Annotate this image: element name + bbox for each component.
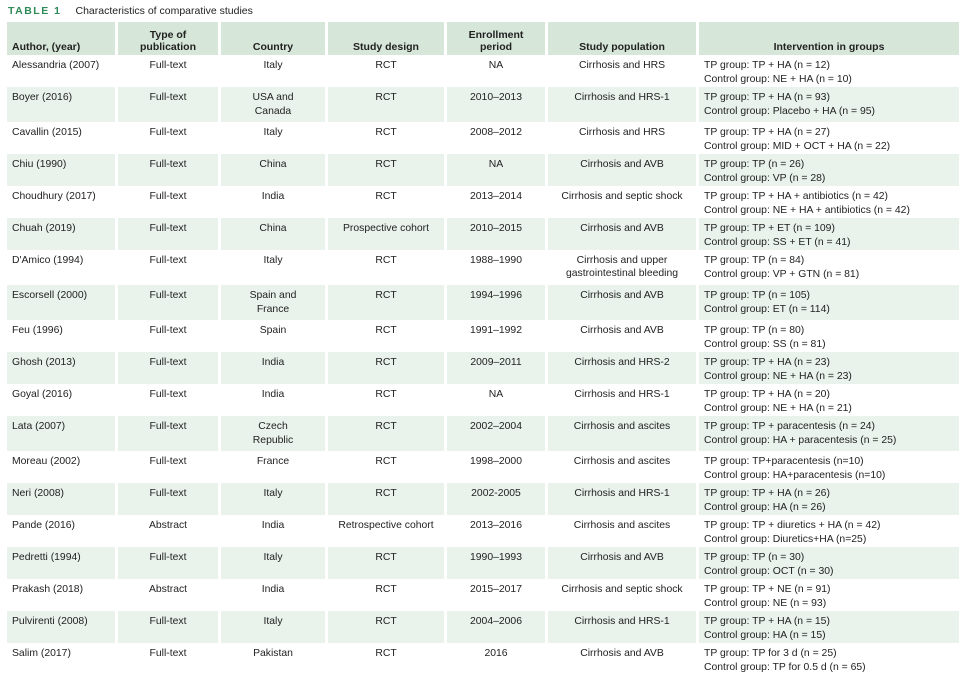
cell-author: Feu (1996) (12, 325, 63, 336)
cell-design: RCT (375, 648, 397, 659)
cell-design: Retrospective cohort (338, 520, 434, 531)
cell-period: 1991–1992 (469, 325, 522, 336)
cell-period: 2013–2016 (469, 520, 522, 531)
cell-type: Full-text (118, 154, 218, 186)
control-group-text: Control group: VP (n = 28) (704, 173, 826, 184)
cell-period: 2013–2014 (469, 191, 522, 202)
cell-type: Full-text (118, 483, 218, 515)
cell-population: Cirrhosis and HRS-1 (574, 389, 670, 400)
control-group-text: Control group: HA (n = 15) (704, 630, 826, 641)
tp-group-text: TP group: TP + NE (n = 91) (704, 584, 831, 595)
cell-design: RCT (375, 60, 397, 71)
cell-author: Pedretti (1994) (7, 547, 115, 579)
control-group-text: Control group: VP + GTN (n = 81) (704, 269, 860, 280)
tp-group-text: TP group: TP + HA + antibiotics (n = 42) (704, 191, 888, 202)
cell-intervention (699, 122, 959, 154)
header-country: Country (221, 22, 325, 55)
tp-group-text: TP group: TP + HA (n = 15) (704, 616, 830, 627)
tp-group-text: TP group: TP + ET (n = 109) (704, 223, 835, 234)
tp-group-text: TP group: TP + paracentesis (n = 24) (704, 421, 875, 432)
control-group-text: Control group: Diuretics+HA (n=25) (704, 534, 867, 545)
cell-period: 2010–2015 (447, 218, 545, 250)
table-label: TABLE 1 (8, 5, 62, 17)
cell-country: Italy (221, 547, 325, 579)
cell-intervention (699, 87, 959, 122)
tp-group-text: TP group: TP + HA (n = 12) (704, 60, 830, 71)
cell-author: Goyal (2016) (12, 389, 73, 400)
cell-type: Full-text (118, 611, 218, 643)
cell-author: Prakash (2018) (12, 584, 84, 595)
table-row (7, 451, 959, 483)
cell-design: Prospective cohort (328, 218, 444, 250)
cell-design: RCT (328, 154, 444, 186)
cell-population: Cirrhosis and AVB (580, 325, 664, 336)
tp-group-text: TP group: TP + HA (n = 23) (704, 357, 830, 368)
cell-country: India (261, 584, 285, 595)
cell-country: Spain (259, 325, 287, 336)
cell-design: RCT (375, 191, 397, 202)
cell-period: 2016 (484, 648, 508, 659)
cell-country: Italy (221, 483, 325, 515)
table-row (7, 55, 959, 87)
cell-author: Moreau (2002) (12, 456, 81, 467)
control-group-text: Control group: MID + OCT + HA (n = 22) (704, 141, 891, 152)
control-group-text: Control group: OCT (n = 30) (704, 566, 834, 577)
cell-country: Italy (263, 255, 283, 266)
cell-type: Full-text (149, 127, 187, 138)
cell-intervention (699, 483, 959, 515)
cell-type: Full-text (149, 648, 187, 659)
table-row (7, 250, 959, 285)
header-population: Study population (548, 22, 696, 55)
cell-design: RCT (328, 352, 444, 384)
table-row (7, 515, 959, 547)
table-row (7, 352, 959, 384)
table-header-row (7, 22, 959, 55)
cell-population: Cirrhosis and AVB (548, 285, 696, 320)
table-title: Characteristics of comparative studies (75, 5, 253, 17)
table-row (7, 579, 959, 611)
tp-group-text: TP group: TP for 3 d (n = 25) (704, 648, 837, 659)
table-row (7, 122, 959, 154)
table-row (7, 384, 959, 416)
cell-intervention (699, 154, 959, 186)
cell-period: 2002–2004 (447, 416, 545, 451)
cell-type: Full-text (118, 285, 218, 320)
cell-period: 2009–2011 (447, 352, 545, 384)
cell-author: Pande (2016) (12, 520, 75, 531)
cell-intervention (699, 352, 959, 384)
header-period: Enrollment period (447, 22, 545, 55)
table-body (7, 55, 959, 675)
cell-design: RCT (375, 456, 397, 467)
cell-design: RCT (375, 584, 397, 595)
table-row (7, 186, 959, 218)
cell-intervention (699, 579, 959, 611)
cell-type: Abstract (148, 520, 188, 531)
cell-population: Cirrhosis and HRS-1 (548, 87, 696, 122)
table-caption (0, 0, 960, 22)
cell-intervention (699, 611, 959, 643)
table-row (7, 416, 959, 451)
cell-population: Cirrhosis and septic shock (561, 584, 683, 595)
tp-group-text: TP group: TP (n = 26) (704, 159, 805, 170)
cell-population: Cirrhosis and ascites (548, 416, 696, 451)
cell-country: India (261, 520, 285, 531)
cell-population: Cirrhosis and HRS (578, 127, 666, 138)
cell-author: Escorsell (2000) (7, 285, 115, 320)
cell-country: China (221, 218, 325, 250)
cell-design: RCT (375, 255, 397, 266)
cell-author: Alessandria (2007) (12, 60, 100, 71)
cell-intervention (699, 186, 959, 218)
cell-type: Full-text (118, 218, 218, 250)
header-author: Author, (year) (7, 22, 115, 55)
cell-author: Chiu (1990) (7, 154, 115, 186)
cell-design: RCT (328, 547, 444, 579)
cell-type: Full-text (149, 255, 187, 266)
cell-author: Lata (2007) (7, 416, 115, 451)
cell-intervention (699, 416, 959, 451)
cell-period: 2010–2013 (447, 87, 545, 122)
cell-period: 1990–1993 (447, 547, 545, 579)
cell-period: 2015–2017 (469, 584, 522, 595)
header-intervention: Intervention in groups (699, 22, 959, 55)
cell-type: Full-text (149, 325, 187, 336)
cell-design: RCT (328, 611, 444, 643)
cell-intervention (699, 218, 959, 250)
cell-type: Full-text (118, 352, 218, 384)
cell-period: 1988–1990 (469, 255, 522, 266)
cell-type: Abstract (148, 584, 188, 595)
cell-design: RCT (375, 389, 397, 400)
cell-country: Spain and France (221, 285, 325, 320)
table-row (7, 643, 959, 675)
cell-author: D'Amico (1994) (12, 255, 84, 266)
tp-group-text: TP group: TP (n = 105) (704, 290, 810, 301)
control-group-text: Control group: ET (n = 114) (704, 304, 830, 315)
cell-country: India (261, 389, 285, 400)
cell-country: India (221, 352, 325, 384)
cell-design: RCT (328, 285, 444, 320)
table-row (7, 285, 959, 320)
control-group-text: Control group: HA (n = 26) (704, 502, 826, 513)
cell-author: Salim (2017) (12, 648, 71, 659)
cell-design: RCT (375, 325, 397, 336)
cell-country: Italy (221, 611, 325, 643)
cell-intervention (699, 643, 959, 675)
cell-intervention (699, 250, 959, 285)
header-type: Type of publication (118, 22, 218, 55)
cell-author: Ghosh (2013) (7, 352, 115, 384)
cell-country: France (256, 456, 290, 467)
cell-design: RCT (328, 87, 444, 122)
table-row (7, 611, 959, 643)
cell-design: RCT (328, 483, 444, 515)
cell-intervention (699, 285, 959, 320)
cell-population: Cirrhosis and AVB (548, 547, 696, 579)
cell-country: India (261, 191, 285, 202)
control-group-text: Control group: NE + HA (n = 23) (704, 371, 852, 382)
tp-group-text: TP group: TP + HA (n = 20) (704, 389, 830, 400)
cell-period: NA (488, 60, 504, 71)
cell-author: Choudhury (2017) (12, 191, 96, 202)
cell-population: Cirrhosis and HRS-1 (548, 611, 696, 643)
cell-country: Pakistan (253, 648, 293, 659)
tp-group-text: TP group: TP + HA (n = 26) (704, 488, 830, 499)
cell-design: RCT (328, 416, 444, 451)
control-group-text: Control group: SS + ET (n = 41) (704, 237, 851, 248)
tp-group-text: TP group: TP + HA (n = 93) (704, 92, 830, 103)
cell-population: Cirrhosis and AVB (548, 154, 696, 186)
cell-period: 2008–2012 (469, 127, 522, 138)
control-group-text: Control group: HA+paracentesis (n=10) (704, 470, 886, 481)
cell-design: RCT (375, 127, 397, 138)
cell-period: 2002-2005 (447, 483, 545, 515)
tp-group-text: TP group: TP (n = 80) (704, 325, 805, 336)
cell-type: Full-text (118, 416, 218, 451)
cell-type: Full-text (149, 456, 187, 467)
control-group-text: Control group: HA + paracentesis (n = 25) (704, 435, 897, 446)
cell-population: Cirrhosis and ascites (573, 520, 671, 531)
cell-intervention (699, 55, 959, 87)
control-group-text: Control group: TP for 0.5 d (n = 65) (704, 662, 866, 673)
characteristics-table (4, 22, 960, 675)
tp-group-text: TP group: TP+paracentesis (n=10) (704, 456, 864, 467)
tp-group-text: TP group: TP + HA (n = 27) (704, 127, 830, 138)
cell-author: Cavallin (2015) (12, 127, 82, 138)
table-row (7, 218, 959, 250)
table-row (7, 320, 959, 352)
table-row (7, 547, 959, 579)
cell-population: Cirrhosis and HRS-1 (548, 483, 696, 515)
cell-author: Boyer (2016) (7, 87, 115, 122)
cell-author: Pulvirenti (2008) (7, 611, 115, 643)
cell-population: Cirrhosis and upper gastrointestinal bleeding (565, 255, 679, 279)
cell-intervention (699, 515, 959, 547)
header-design: Study design (328, 22, 444, 55)
cell-population: Cirrhosis and HRS (578, 60, 666, 71)
cell-population: Cirrhosis and HRS-2 (548, 352, 696, 384)
cell-intervention (699, 320, 959, 352)
cell-country: USA and Canada (221, 87, 325, 122)
cell-type: Full-text (149, 60, 187, 71)
cell-author: Chuah (2019) (7, 218, 115, 250)
control-group-text: Control group: Placebo + HA (n = 95) (704, 106, 875, 117)
cell-author: Neri (2008) (7, 483, 115, 515)
cell-type: Full-text (118, 87, 218, 122)
table-row (7, 483, 959, 515)
cell-period: 1998–2000 (469, 456, 522, 467)
cell-type: Full-text (118, 547, 218, 579)
control-group-text: Control group: NE + HA (n = 10) (704, 74, 852, 85)
cell-type: Full-text (149, 191, 187, 202)
control-group-text: Control group: NE (n = 93) (704, 598, 827, 609)
control-group-text: Control group: NE + HA + antibiotics (n = 42) (704, 205, 910, 216)
cell-intervention (699, 547, 959, 579)
cell-population: Cirrhosis and AVB (580, 648, 664, 659)
cell-period: 1994–1996 (447, 285, 545, 320)
tp-group-text: TP group: TP (n = 84) (704, 255, 805, 266)
cell-period: 2004–2006 (447, 611, 545, 643)
cell-intervention (699, 384, 959, 416)
cell-country: China (221, 154, 325, 186)
cell-intervention (699, 451, 959, 483)
cell-period: NA (447, 154, 545, 186)
cell-country: Czech Republic (221, 416, 325, 451)
cell-period: NA (488, 389, 504, 400)
cell-population: Cirrhosis and ascites (573, 456, 671, 467)
cell-type: Full-text (149, 389, 187, 400)
cell-country: Italy (263, 60, 283, 71)
table-row (7, 87, 959, 122)
cell-population: Cirrhosis and AVB (548, 218, 696, 250)
control-group-text: Control group: NE + HA (n = 21) (704, 403, 852, 414)
cell-population: Cirrhosis and septic shock (561, 191, 683, 202)
table-row (7, 154, 959, 186)
tp-group-text: TP group: TP + diuretics + HA (n = 42) (704, 520, 881, 531)
control-group-text: Control group: SS (n = 81) (704, 339, 826, 350)
cell-country: Italy (263, 127, 283, 138)
tp-group-text: TP group: TP (n = 30) (704, 552, 805, 563)
